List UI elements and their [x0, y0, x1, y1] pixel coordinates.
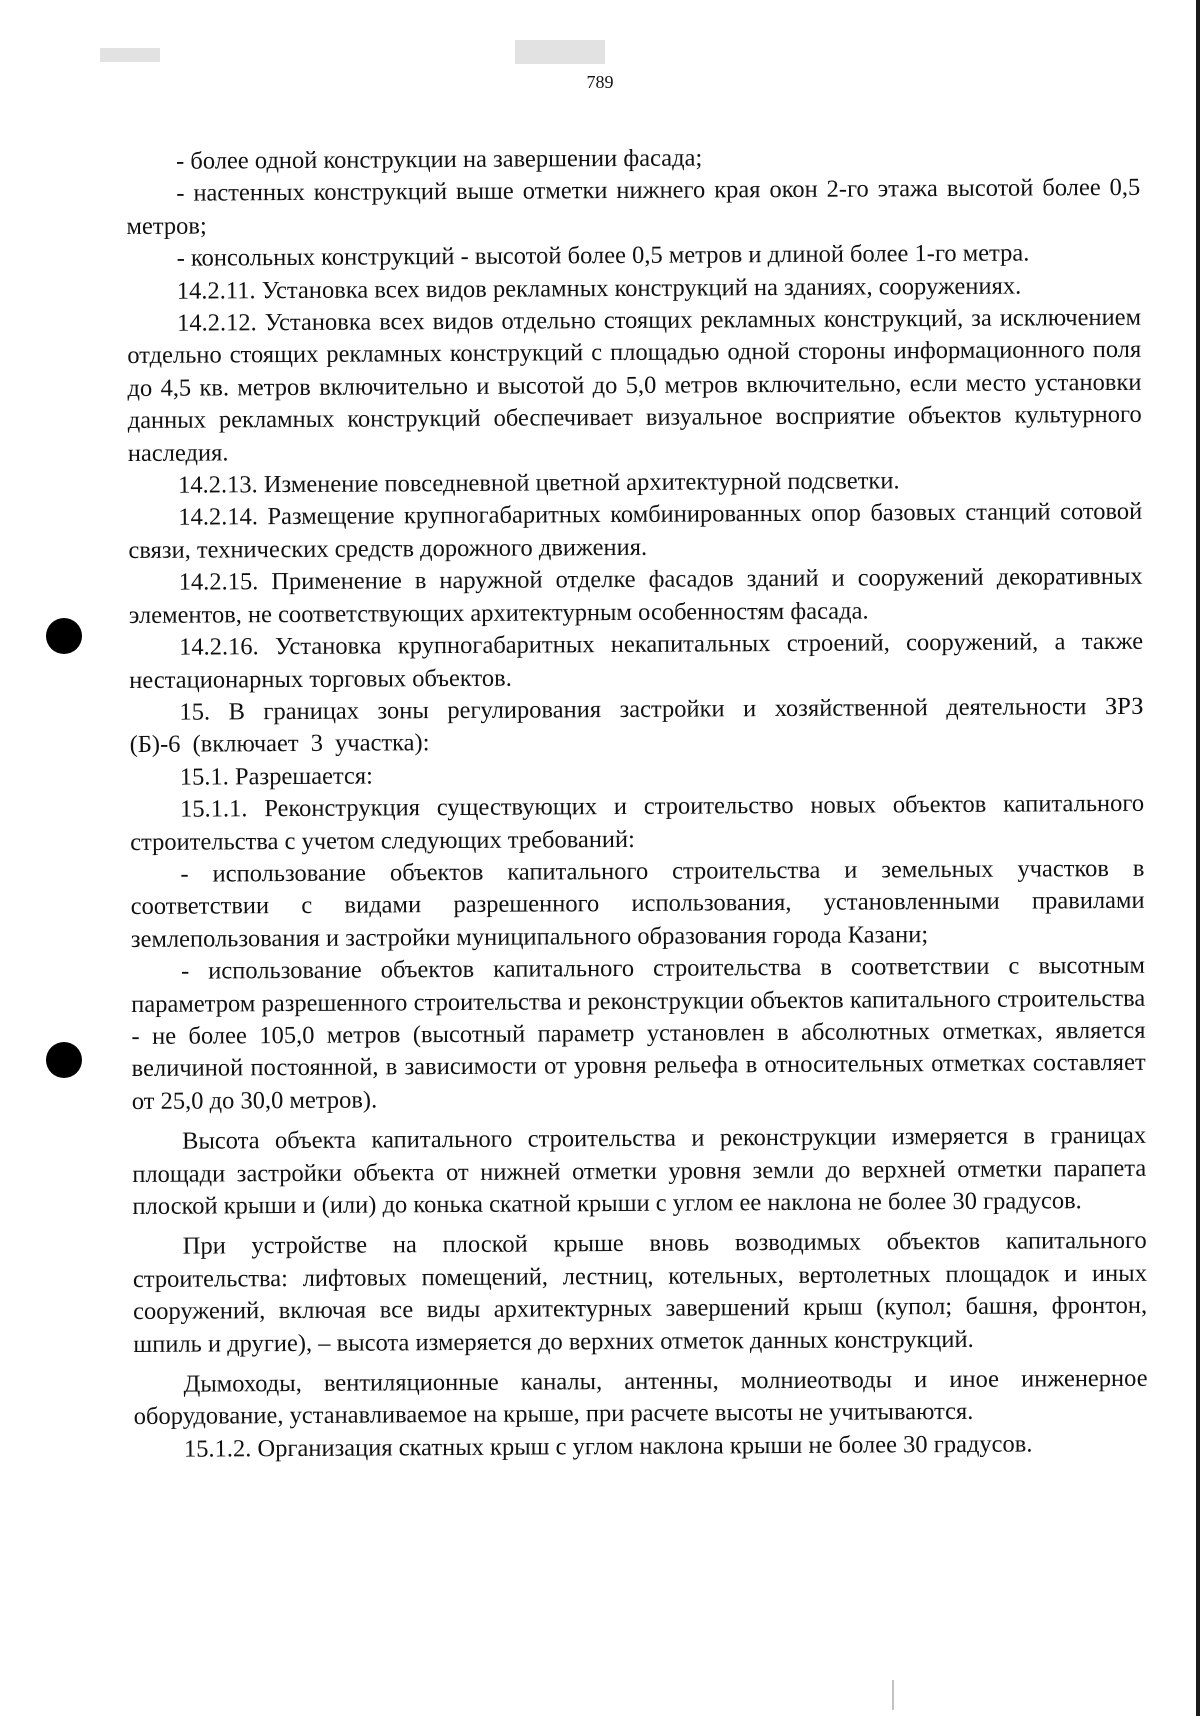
- paragraph: 14.2.16. Установка крупногабаритных некапитальных строений, сооружений, а также нестационарных торговых объектов.: [129, 627, 1144, 694]
- paragraph: - консольных конструкций - высотой более 0,5 метров и длиной более 1-го метра.: [176, 239, 1030, 272]
- scan-noise: [892, 1680, 894, 1710]
- paragraph: 14.2.12. Установка всех видов отдельно стоящих рекламных конструкций, за исключением отдельно стоящих рекламных конструкций с площадью одной стороны информационного поля до 4,5 кв. метров включительно и высотой до 5,0 метров включительно, если место установки данных рекламных конструкций обеспечивает визуальное восприятие объектов культурного наследия.: [127, 303, 1142, 467]
- paragraph: 14.2.15. Применение в наружной отделке фасадов зданий и сооружений декоративных элементов, не соответствующих архитектурным особенностям фасада.: [128, 563, 1143, 629]
- document-body: [126, 140, 1148, 1466]
- scan-noise: [100, 48, 160, 62]
- paragraph: При устройстве на плоской крыше вновь возводимых объектов капитального строительства: лифтовых помещений, лестниц, котельных, вертолетных площадок и иных сооружений, включая все виды архитектурных завершений крыш (купол; башня, фронтон, шпиль и другие), – высота измеряется до верхних отметок данных конструкций.: [132, 1227, 1148, 1358]
- paragraph: 14.2.11. Установка всех видов рекламных конструкций на зданиях, сооружениях.: [176, 272, 1022, 305]
- paragraph: 14.2.14. Размещение крупногабаритных комбинированных опор базовых станций сотовой связи, технических средств дорожного движения.: [128, 498, 1143, 564]
- paragraph: - более одной конструкции на завершении фасада;: [176, 144, 703, 175]
- paragraph: 15.1.1. Реконструкция существующих и строительство новых объектов капитального строительства с учетом следующих требований:: [130, 789, 1145, 856]
- paragraph: - использование объектов капитального строительства и земельных участков в соответствии с видами разрешенного использования, установленными правилами землепользования и застройки муниципального образования города Казани;: [130, 854, 1145, 953]
- scan-noise: [515, 40, 605, 64]
- punch-hole: [46, 618, 82, 654]
- paragraph: - использование объектов капитального строительства в соответствии с высотным параметром разрешенного строительства и реконструкции объектов капитального строительства - не более 105,0 метров (высотный параметр установлен в абсолютных отметках, является величиной постоянной, в зависимости от уровня рельефа в относительных отметках составляет от 25,0 до 30,0 метров).: [131, 951, 1146, 1115]
- paragraph: 15. В границах зоны регулирования застройки и хозяйственной деятельности ЗРЗ (Б)-6 (включает 3 участка):: [129, 692, 1144, 759]
- paragraph: Дымоходы, вентиляционные каналы, антенны, молниеотводы и иное инженерное оборудование, устанавливаемое на крыше, при расчете высоты не учитываются.: [133, 1364, 1148, 1431]
- paragraph: 14.2.13. Изменение повседневной цветной архитектурной подсветки.: [177, 467, 900, 499]
- paragraph: Высота объекта капитального строительства и реконструкции измеряется в границах площади застройки объекта от нижней отметки уровня земли до верхней отметки парапета плоской крыши и (или) до конька скатной крыши с углом ее наклона не более 30 градусов.: [132, 1121, 1147, 1220]
- page-number: 789: [586, 72, 614, 92]
- paragraph: 15.1. Разрешается:: [179, 762, 373, 791]
- punch-hole: [46, 1042, 82, 1078]
- paragraph: 15.1.2. Организация скатных крыш с углом наклона крыши не более 30 градусов.: [183, 1430, 1033, 1463]
- paragraph: - настенных конструкций выше отметки нижнего края окон 2-го этажа высотой более 0,5 метров;: [126, 174, 1141, 240]
